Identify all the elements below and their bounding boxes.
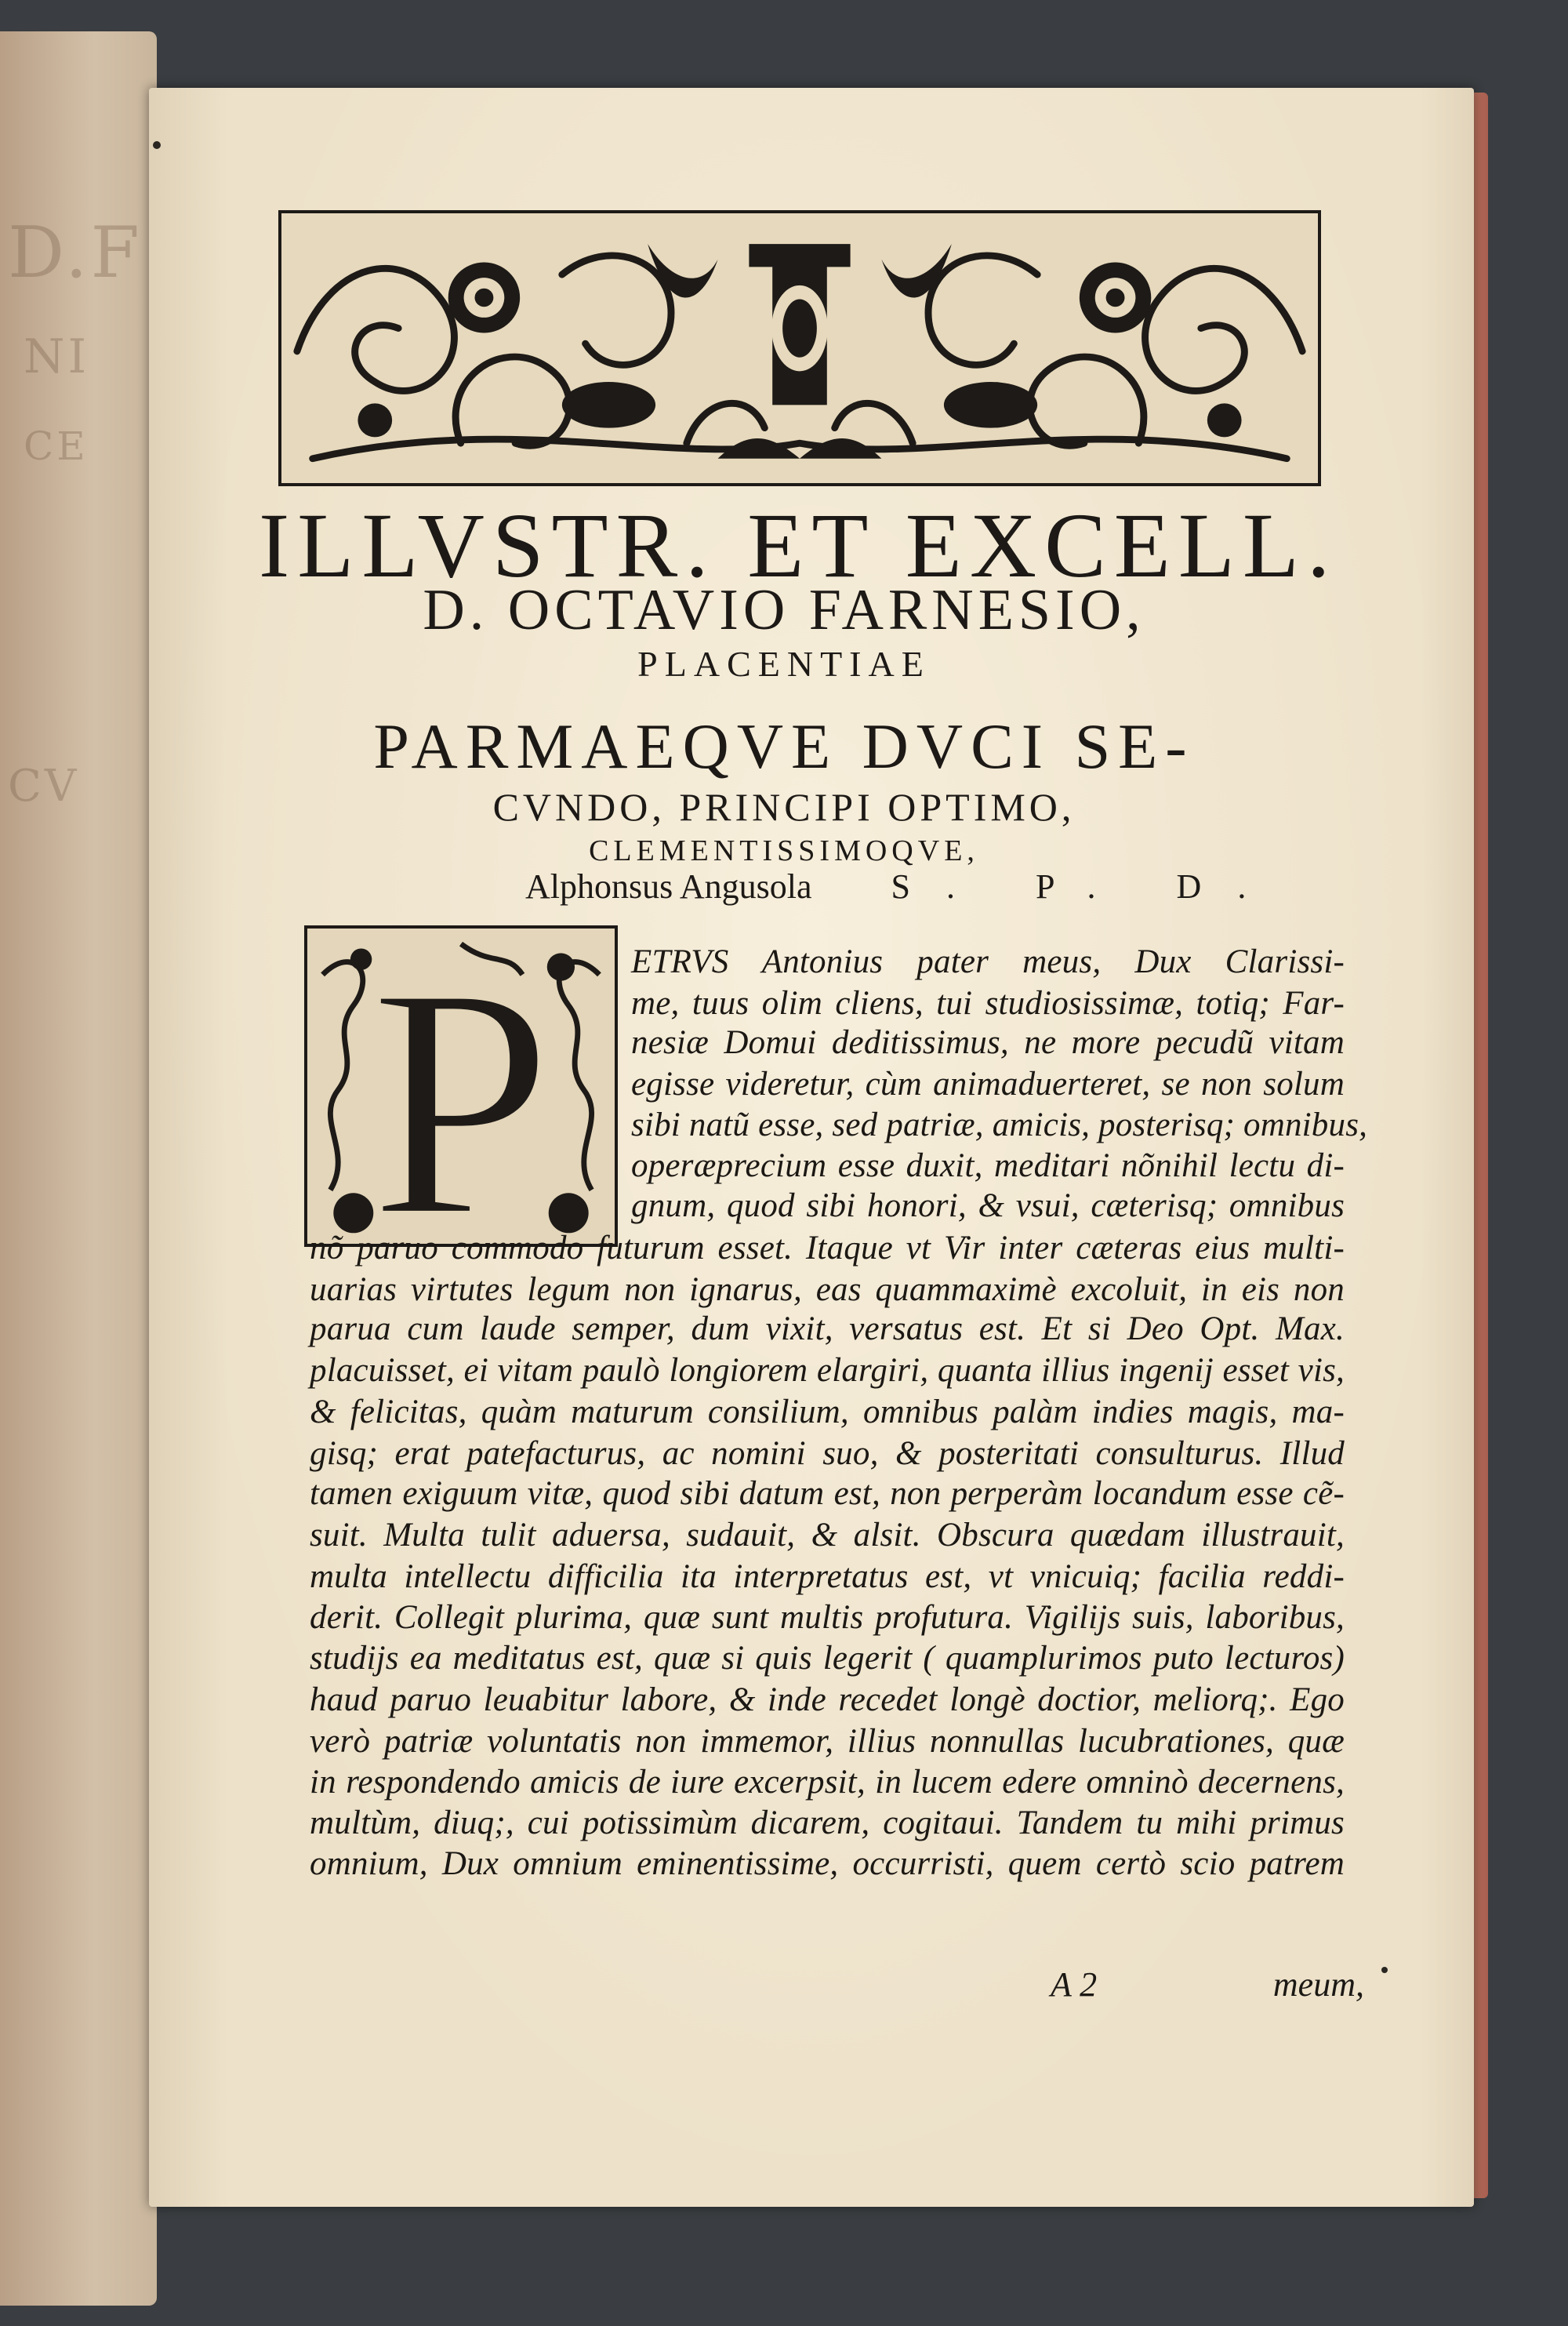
body-line: suit. Multa tulit aduersa, sudauit, & alsit. Obscura quædam illustrauit,: [310, 1517, 1345, 1554]
body-line: parua cum laude semper, dum vixit, versatus est. Et si Deo Opt. Max.: [310, 1310, 1345, 1347]
body-line: operæprecium esse duxit, meditari nõnihil lectu di-: [631, 1147, 1345, 1184]
bleed-through-text: CV: [8, 761, 80, 812]
previous-page-edge: [0, 31, 157, 2306]
body-line: sibi natũ esse, sed patriæ, amicis, posterisq; omnibus,: [631, 1107, 1368, 1143]
bleed-through-text: CE: [24, 423, 89, 469]
headpiece-ornament-icon: [281, 213, 1318, 483]
salutation: S. P. D.: [891, 867, 1283, 906]
initial-letter-glyph: P: [368, 929, 554, 1244]
body-line: derit. Collegit plurima, quæ sunt multis profutura. Vigilijs suis, laboribus,: [310, 1599, 1345, 1636]
body-line: uarias virtutes legum non ignarus, eas quammaximè excoluit, in eis non: [310, 1271, 1345, 1308]
body-line: verò patriæ voluntatis non immemor, illius nonnullas lucubrationes, quæ: [310, 1723, 1345, 1760]
body-line: haud paruo leuabitur labore, & inde recedet longè doctior, meliorq;. Ego: [310, 1681, 1345, 1718]
body-line: omnium, Dux omnium eminentissime, occurristi, quem certò scio patrem: [310, 1845, 1345, 1882]
body-line: in respondendo amicis de iure excerpsit, in lucem edere omninò decernens,: [310, 1764, 1345, 1801]
body-line: placuisset, ei vitam paulò longiorem elargiri, quanta illius ingenij esset vis,: [310, 1352, 1345, 1389]
title-line: ILLVSTR. ET EXCELL.: [259, 494, 1338, 597]
body-line: nõ paruo commodo futurum esset. Itaque vt Vir inter cæteras eius multi-: [310, 1230, 1345, 1267]
body-line: egisse videretur, cùm animaduerteret, se non solum: [631, 1066, 1345, 1103]
title-line: PLACENTIAE: [637, 644, 931, 684]
body-line: gnum, quod sibi honori, & vsui, cæterisq; omnibus: [631, 1187, 1345, 1224]
ink-speck: [1381, 1967, 1388, 1973]
ornamental-headpiece: [278, 210, 1321, 486]
catchword: meum,: [1272, 1965, 1364, 2004]
body-line: gisq; erat patefacturus, ac nomini suo, & posteritati consulturus. Illud: [310, 1435, 1345, 1472]
initial-letter-icon: [307, 929, 615, 1244]
signature-mark: A 2: [1051, 1965, 1098, 2004]
decorated-initial: [304, 925, 618, 1247]
bleed-through-text: D.F: [8, 212, 143, 294]
body-line: nesiæ Domui deditissimus, ne more pecudũ vitam: [631, 1024, 1345, 1061]
body-line: studijs ea meditatus est, quæ si quis legerit ( quamplurimos puto lecturos): [310, 1640, 1345, 1677]
body-line: & felicitas, quàm maturum consilium, omnibus palàm indies magis, ma-: [310, 1394, 1345, 1430]
page-footer: [1051, 1964, 1364, 2012]
bleed-through-text: NI: [24, 329, 90, 384]
title-line: PARMAEQVE DVCI SE-: [373, 711, 1195, 782]
ink-speck: [153, 141, 161, 149]
body-line: tamen exiguum vitæ, quod sibi datum est, non perperàm locandum esse cẽ-: [310, 1475, 1345, 1512]
body-line: multùm, diuq;, cui potissimùm dicarem, cogitaui. Tandem tu mihi primus: [310, 1804, 1345, 1841]
body-line: multa intellectu difficilia ita interpretatus est, vt vnicuiq; facilia reddi-: [310, 1558, 1345, 1595]
body-line: me, tuus olim cliens, tui studiosissimæ, totiq; Far-: [631, 985, 1345, 1022]
title-line: CLEMENTISSIMOQVE,: [589, 834, 979, 867]
title-line: D. OCTAVIO FARNESIO,: [423, 578, 1145, 642]
title-line: CVNDO, PRINCIPI OPTIMO,: [492, 785, 1076, 829]
sender-line: [525, 867, 1283, 907]
body-line: ETRVS Antonius pater meus, Dux Clarissi-: [631, 943, 1345, 980]
sender-name: Alphonsus Angusola: [525, 867, 812, 906]
